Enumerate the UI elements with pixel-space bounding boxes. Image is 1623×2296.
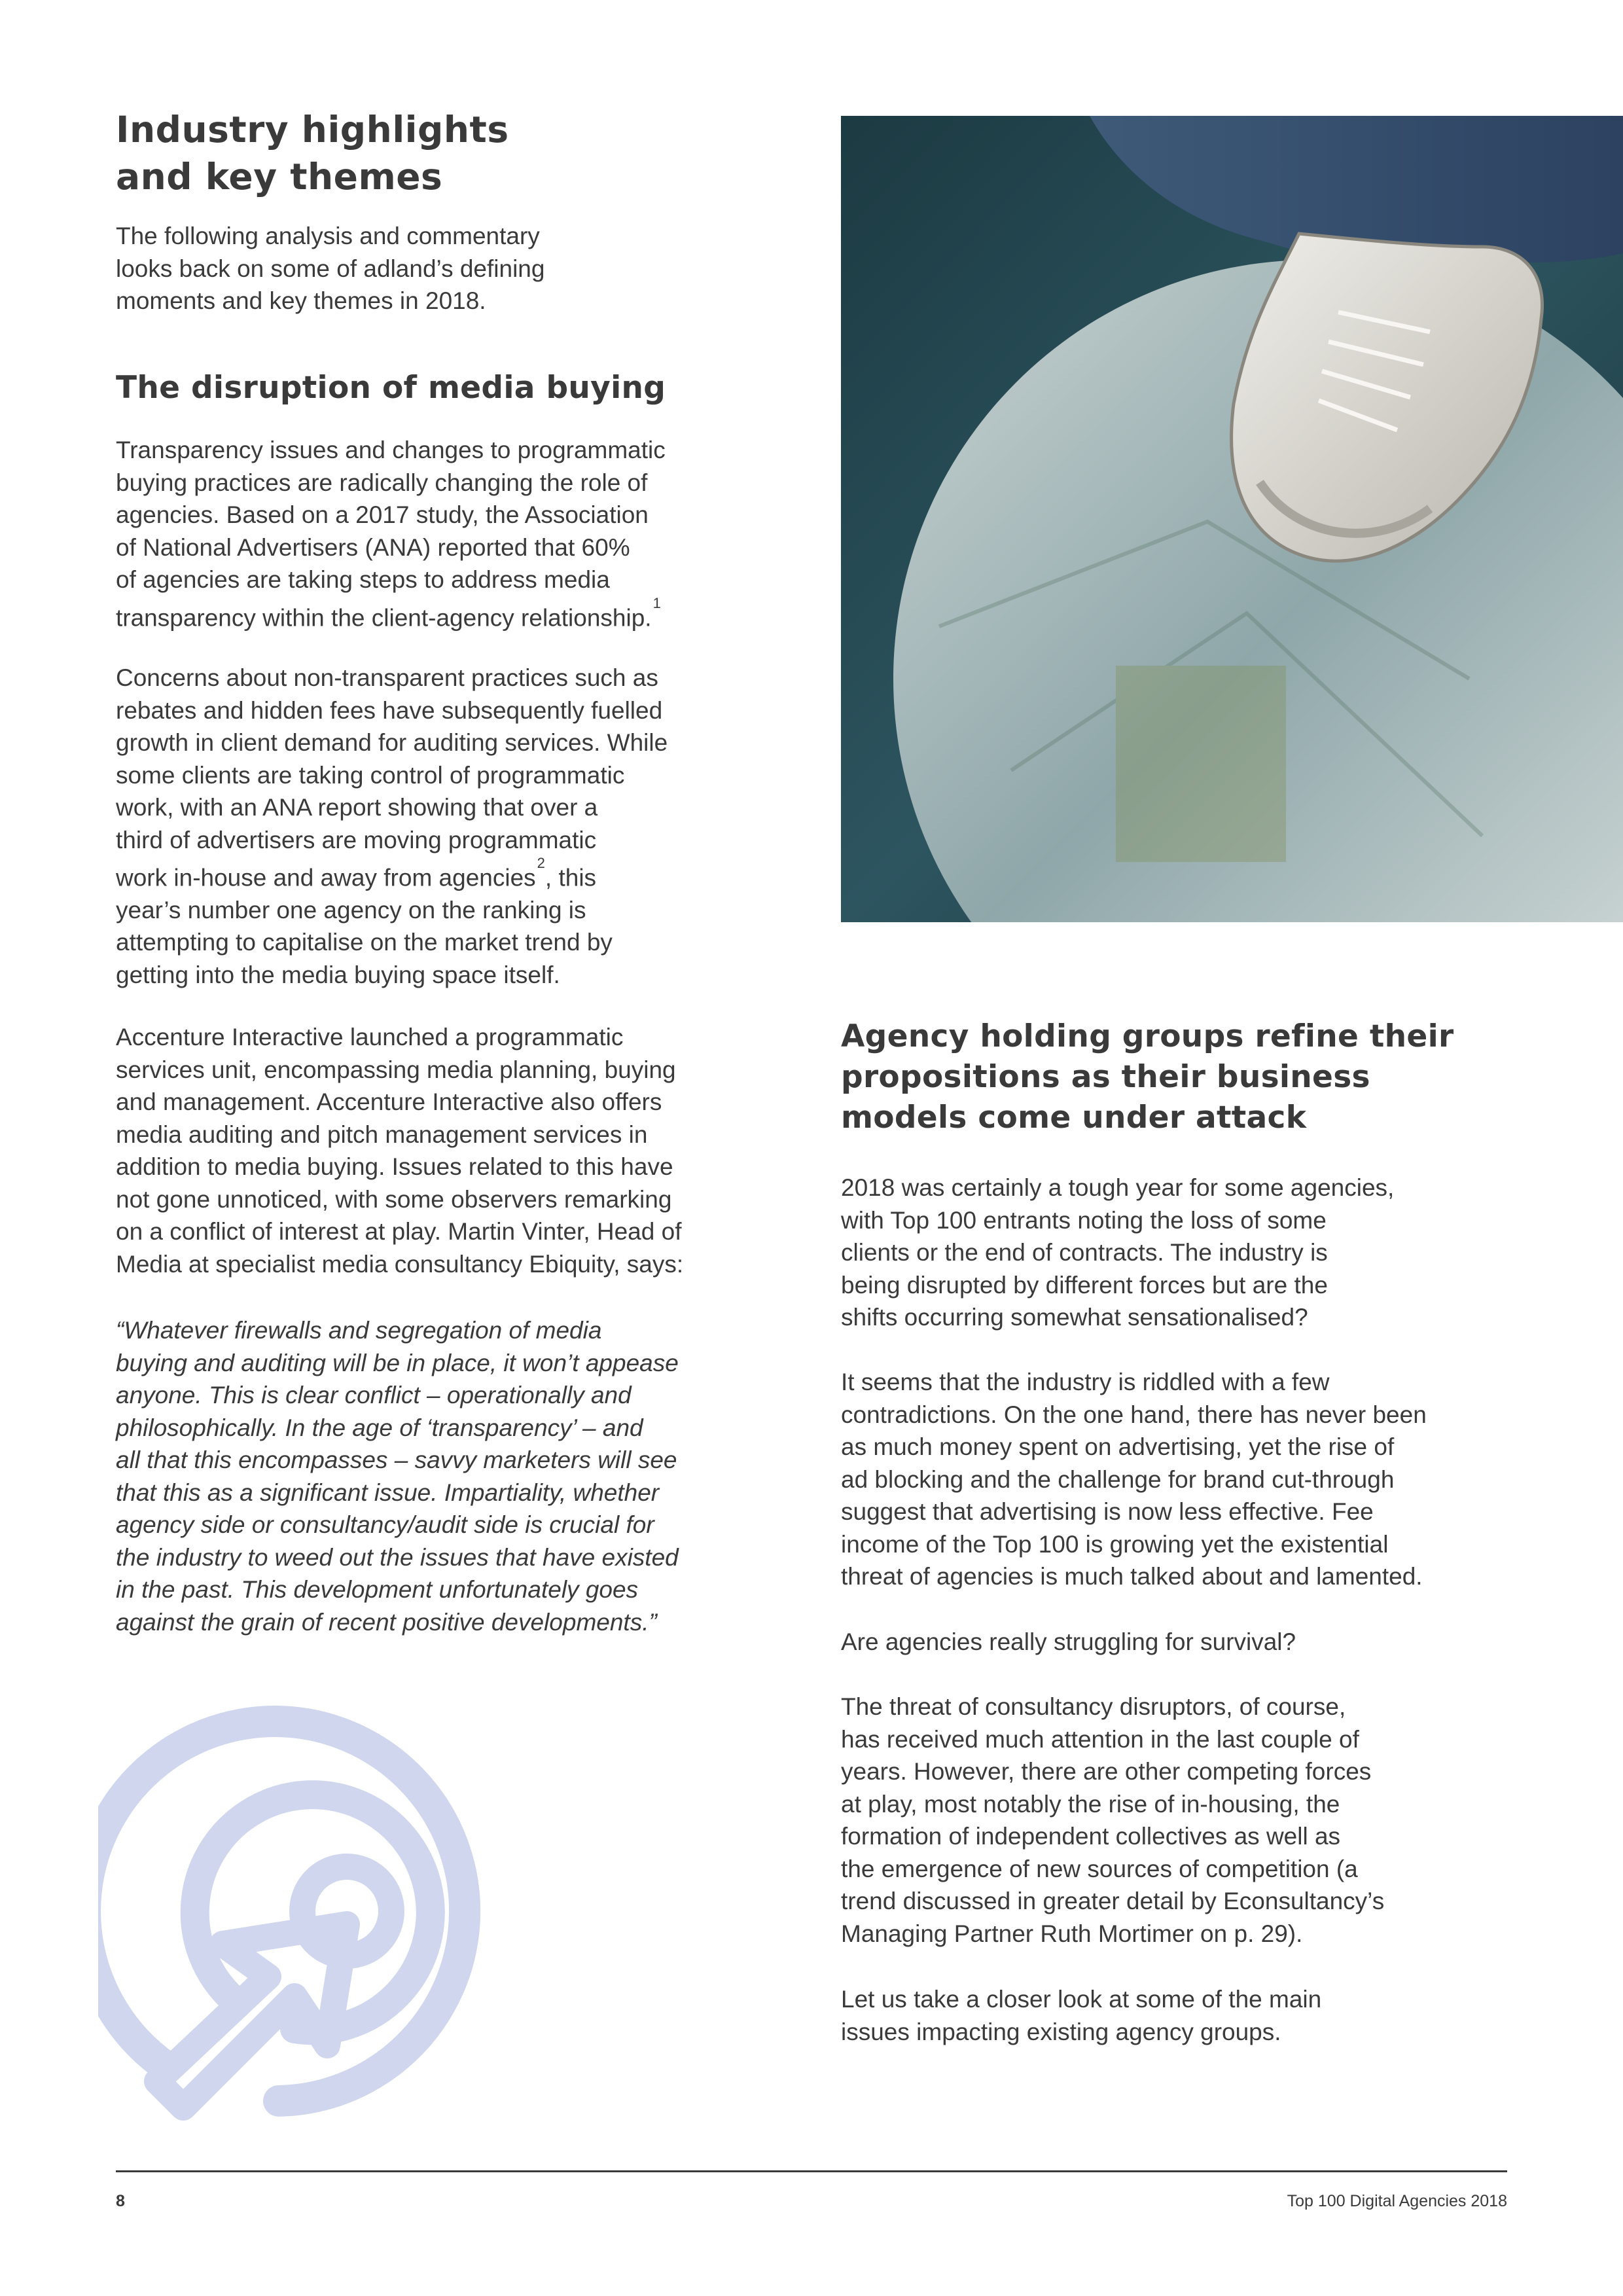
- media-buying-paragraph-2-text-a: Concerns about non-transparent practices such as rebates and hidden fees have subsequently fuelled growth in client demand for auditing services. While some clients are taking control of programmatic work, with an ANA report showing that over a third of advertisers are moving programmatic work in-house and away from agencies: [116, 664, 668, 891]
- page-title-line-2: and key themes: [116, 156, 443, 198]
- footnote-marker-1: 1: [652, 594, 661, 611]
- media-buying-heading: The disruption of media buying: [116, 370, 666, 406]
- page-title: [116, 106, 613, 200]
- vinter-quote: “Whatever firewalls and segregation of media buying and auditing will be in place, it won’t appease anyone. This is clear conflict – operationally and philosophically. In the age of ‘transparency’ – and all that this encompasses – savvy marketers will see that this as a significant issue. Impartiality, whether agency side or consultancy/audit side is crucial for the industry to weed out the issues that have existed in the past. This development unfortunately goes against the grain of recent positive developments.”: [116, 1317, 679, 1636]
- media-buying-paragraph-3: Accenture Interactive launched a programmatic services unit, encompassing media planning, buying and management. Accenture Interactive also offers media auditing and pitch management services in addition to media buying. Issues related to this have not gone unnoticed, with some observers remarking on a conflict of interest at play. Martin Vinter, Head of Media at specialist media consultancy Ebiquity, says:: [116, 1024, 684, 1278]
- target-outer-ring: [98, 1721, 465, 2101]
- holding-groups-paragraph-5: Let us take a closer look at some of the main issues impacting existing agency groups.: [841, 1986, 1322, 2045]
- holding-groups-paragraph-1: 2018 was certainly a tough year for some agencies, with Top 100 entrants noting the loss of some clients or the end of contracts. The industry is being disrupted by different forces but are the shifts occurring somewhat sensationalised?: [841, 1174, 1395, 1331]
- intro-paragraph: The following analysis and commentary looks back on some of adland’s defining moments and key themes in 2018.: [116, 223, 545, 314]
- holding-groups-heading-line-1: Agency holding groups refine their: [841, 1018, 1454, 1054]
- glass-floor-photo: [841, 116, 1623, 922]
- media-buying-paragraph-1: [116, 434, 777, 634]
- page-title-line-1: Industry highlights: [116, 109, 509, 151]
- media-buying-paragraph-1-text: Transparency issues and changes to programmatic buying practices are radically changing the role of agencies. Based on a 2017 study, the Association of National Advertisers (ANA) reported that 60% of agencies are taking steps to address media transparency within the client-agency relationship.: [116, 437, 666, 631]
- holding-groups-heading: [841, 1016, 1522, 1138]
- holding-groups-paragraph-2: It seems that the industry is riddled with a few contradictions. On the one hand, there has never been as much money spent on advertising, yet the rise of ad blocking and the challenge for brand cut-through suggest that advertising is now less effective. Fee income of the Top 100 is growing yet the existential threat of agencies is much talked about and lamented.: [841, 1369, 1427, 1590]
- footnote-marker-2: 2: [537, 855, 545, 871]
- holding-groups-paragraph-4: The threat of consultancy disruptors, of course, has received much attention in the last couple of years. However, there are other competing forces at play, most notably the rise of in-housing, the formation of independent collectives as well as the emergence of new sources of competition (a trend discussed in greater detail by Econsultancy’s Managing Partner Ruth Mortimer on p. 29).: [841, 1693, 1385, 1947]
- page-number: 8: [116, 2192, 125, 2210]
- target-cursor-icon: [98, 1689, 543, 2134]
- holding-groups-heading-line-2: propositions as their business: [841, 1059, 1370, 1095]
- publication-title: Top 100 Digital Agencies 2018: [1287, 2192, 1507, 2210]
- media-buying-paragraph-2-text-b: , this year’s number one agency on the ranking is attempting to capitalise on the market trend by getting into the media buying space itself.: [116, 864, 613, 988]
- footer-divider: [116, 2170, 1507, 2172]
- holding-groups-heading-line-3: models come under attack: [841, 1100, 1307, 1136]
- media-buying-paragraph-2: [116, 662, 777, 991]
- holding-groups-paragraph-3: Are agencies really struggling for survival?: [841, 1628, 1296, 1655]
